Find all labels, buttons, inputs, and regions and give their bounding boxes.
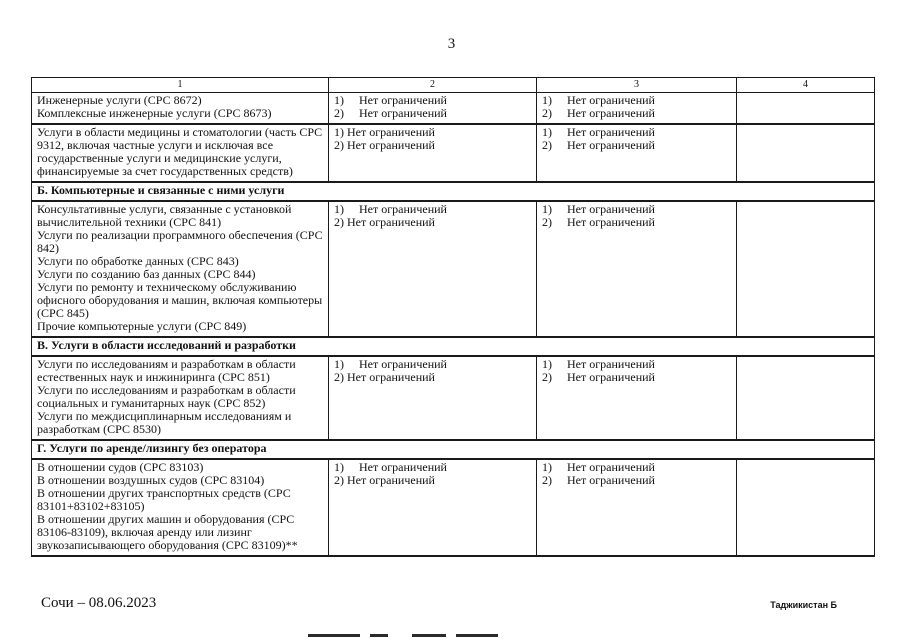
- market-access-cell: [329, 356, 537, 440]
- section-heading: Г. Услуги по аренде/лизингу без оператора: [32, 440, 875, 459]
- service-cell: [32, 93, 329, 125]
- limitation-line: [542, 216, 732, 229]
- limitation-text: Нет ограничений: [347, 370, 435, 384]
- service-item: Услуги по созданию баз данных (СРС 844): [37, 267, 256, 281]
- mode-number: 2): [542, 473, 552, 487]
- mode-number: 2): [542, 215, 552, 229]
- service-item: В отношении других машин и оборудования (СРС 83106-83109), включая аренду или лизинг звукозаписывающего оборудования (СРС 83109)**: [37, 512, 298, 552]
- limitation-text: Нет ограничений: [567, 202, 655, 216]
- scan-artifact: [308, 634, 568, 640]
- mode-number: 1): [334, 202, 344, 216]
- mode-number: 2): [334, 473, 344, 487]
- service-cell: [32, 459, 329, 556]
- mode-number: 1): [334, 357, 344, 371]
- table-row: [32, 459, 875, 556]
- limitation-text: Нет ограничений: [567, 93, 655, 107]
- limitation-line: [334, 474, 532, 487]
- column-header: 2: [329, 78, 537, 93]
- table-row: [32, 124, 875, 182]
- mode-number: 1): [542, 460, 552, 474]
- limitation-text: Нет ограничений: [359, 357, 447, 371]
- limitation-line: [542, 371, 732, 384]
- national-treatment-cell: [537, 459, 737, 556]
- limitation-text: Нет ограничений: [567, 138, 655, 152]
- section-row: [32, 440, 875, 459]
- limitation-line: [334, 139, 532, 152]
- limitation-text: Нет ограничений: [347, 473, 435, 487]
- mode-number: 1): [334, 125, 344, 139]
- mode-number: 2): [542, 370, 552, 384]
- service-item: В отношении воздушных судов (СРС 83104): [37, 473, 265, 487]
- limitation-line: [334, 216, 532, 229]
- mode-number: 1): [542, 125, 552, 139]
- service-cell: [32, 356, 329, 440]
- table-body: [32, 93, 875, 557]
- mode-number: 2): [334, 138, 344, 152]
- service-item: В отношении других транспортных средств (СРС 83101+83102+83105): [37, 486, 291, 513]
- service-cell: [32, 124, 329, 182]
- service-item: Услуги по исследованиям и разработкам в области естественных наук и инжиниринга (СРС 851): [37, 357, 296, 384]
- service-item: Прочие компьютерные услуги (СРС 849): [37, 319, 247, 333]
- section-heading: В. Услуги в области исследований и разработки: [32, 337, 875, 356]
- section-row: [32, 182, 875, 201]
- section-heading: Б. Компьютерные и связанные с ними услуги: [32, 182, 875, 201]
- limitation-text: Нет ограничений: [359, 460, 447, 474]
- column-header: 4: [737, 78, 875, 93]
- service-item: Комплексные инженерные услуги (СРС 8673): [37, 106, 272, 120]
- market-access-cell: [329, 459, 537, 556]
- service-item: Услуги по исследованиям и разработкам в области социальных и гуманитарных наук (СРС 852): [37, 383, 296, 410]
- service-item: Инженерные услуги (СРС 8672): [37, 93, 202, 107]
- mode-number: 1): [542, 357, 552, 371]
- table-row: [32, 201, 875, 337]
- limitation-text: Нет ограничений: [567, 215, 655, 229]
- section-row: [32, 337, 875, 356]
- national-treatment-cell: [537, 124, 737, 182]
- limitation-text: Нет ограничений: [567, 106, 655, 120]
- additional-commitments-cell: [737, 459, 875, 556]
- limitation-line: [542, 474, 732, 487]
- limitation-text: Нет ограничений: [567, 473, 655, 487]
- limitation-text: Нет ограничений: [359, 93, 447, 107]
- additional-commitments-cell: [737, 124, 875, 182]
- service-cell: [32, 201, 329, 337]
- limitation-text: Нет ограничений: [347, 125, 435, 139]
- market-access-cell: [329, 201, 537, 337]
- limitation-text: Нет ограничений: [347, 215, 435, 229]
- limitation-text: Нет ограничений: [567, 357, 655, 371]
- page-number: 3: [447, 36, 456, 52]
- market-access-cell: [329, 93, 537, 125]
- national-treatment-cell: [537, 356, 737, 440]
- limitation-text: Нет ограничений: [347, 138, 435, 152]
- table-row: [32, 356, 875, 440]
- column-header: 1: [32, 78, 329, 93]
- limitation-text: Нет ограничений: [567, 460, 655, 474]
- mode-number: 2): [542, 106, 552, 120]
- limitation-text: Нет ограничений: [359, 106, 447, 120]
- national-treatment-cell: [537, 201, 737, 337]
- market-access-cell: [329, 124, 537, 182]
- column-header: 3: [537, 78, 737, 93]
- commitments-table: [31, 77, 875, 557]
- national-treatment-cell: [537, 93, 737, 125]
- mode-number: 1): [542, 202, 552, 216]
- mode-number: 2): [334, 215, 344, 229]
- limitation-line: [542, 107, 732, 120]
- limitation-line: [334, 107, 532, 120]
- footer-country: Таджикистан Б: [770, 600, 837, 610]
- service-item: Услуги в области медицины и стоматологии (часть СРС 9312, включая частные услуги и исключая все государственные услуги и медицинские услуги, финансируемые за счет государственных средств): [37, 125, 323, 178]
- table-header-row: [32, 78, 875, 93]
- mode-number: 2): [334, 370, 344, 384]
- service-item: Услуги по обработке данных (СРС 843): [37, 254, 239, 268]
- limitation-text: Нет ограничений: [359, 202, 447, 216]
- service-item: В отношении судов (СРС 83103): [37, 460, 204, 474]
- service-item: Консультативные услуги, связанные с установкой вычислительной техники (СРС 841): [37, 202, 292, 229]
- service-item: Услуги по ремонту и техническому обслуживанию офисного оборудования и машин, включая компьютеры (СРС 845): [37, 280, 323, 320]
- footer-place-date: Сочи – 08.06.2023: [41, 595, 157, 611]
- additional-commitments-cell: [737, 201, 875, 337]
- table-row: [32, 93, 875, 125]
- limitation-text: Нет ограничений: [567, 125, 655, 139]
- limitation-line: [334, 371, 532, 384]
- mode-number: 1): [334, 93, 344, 107]
- limitation-line: [542, 139, 732, 152]
- mode-number: 1): [334, 460, 344, 474]
- mode-number: 1): [542, 93, 552, 107]
- service-item: Услуги по реализации программного обеспечения (СРС 842): [37, 228, 323, 255]
- additional-commitments-cell: [737, 356, 875, 440]
- mode-number: 2): [334, 106, 344, 120]
- service-item: Услуги по междисциплинарным исследованиям и разработкам (СРС 8530): [37, 409, 292, 436]
- limitation-text: Нет ограничений: [567, 370, 655, 384]
- additional-commitments-cell: [737, 93, 875, 125]
- mode-number: 2): [542, 138, 552, 152]
